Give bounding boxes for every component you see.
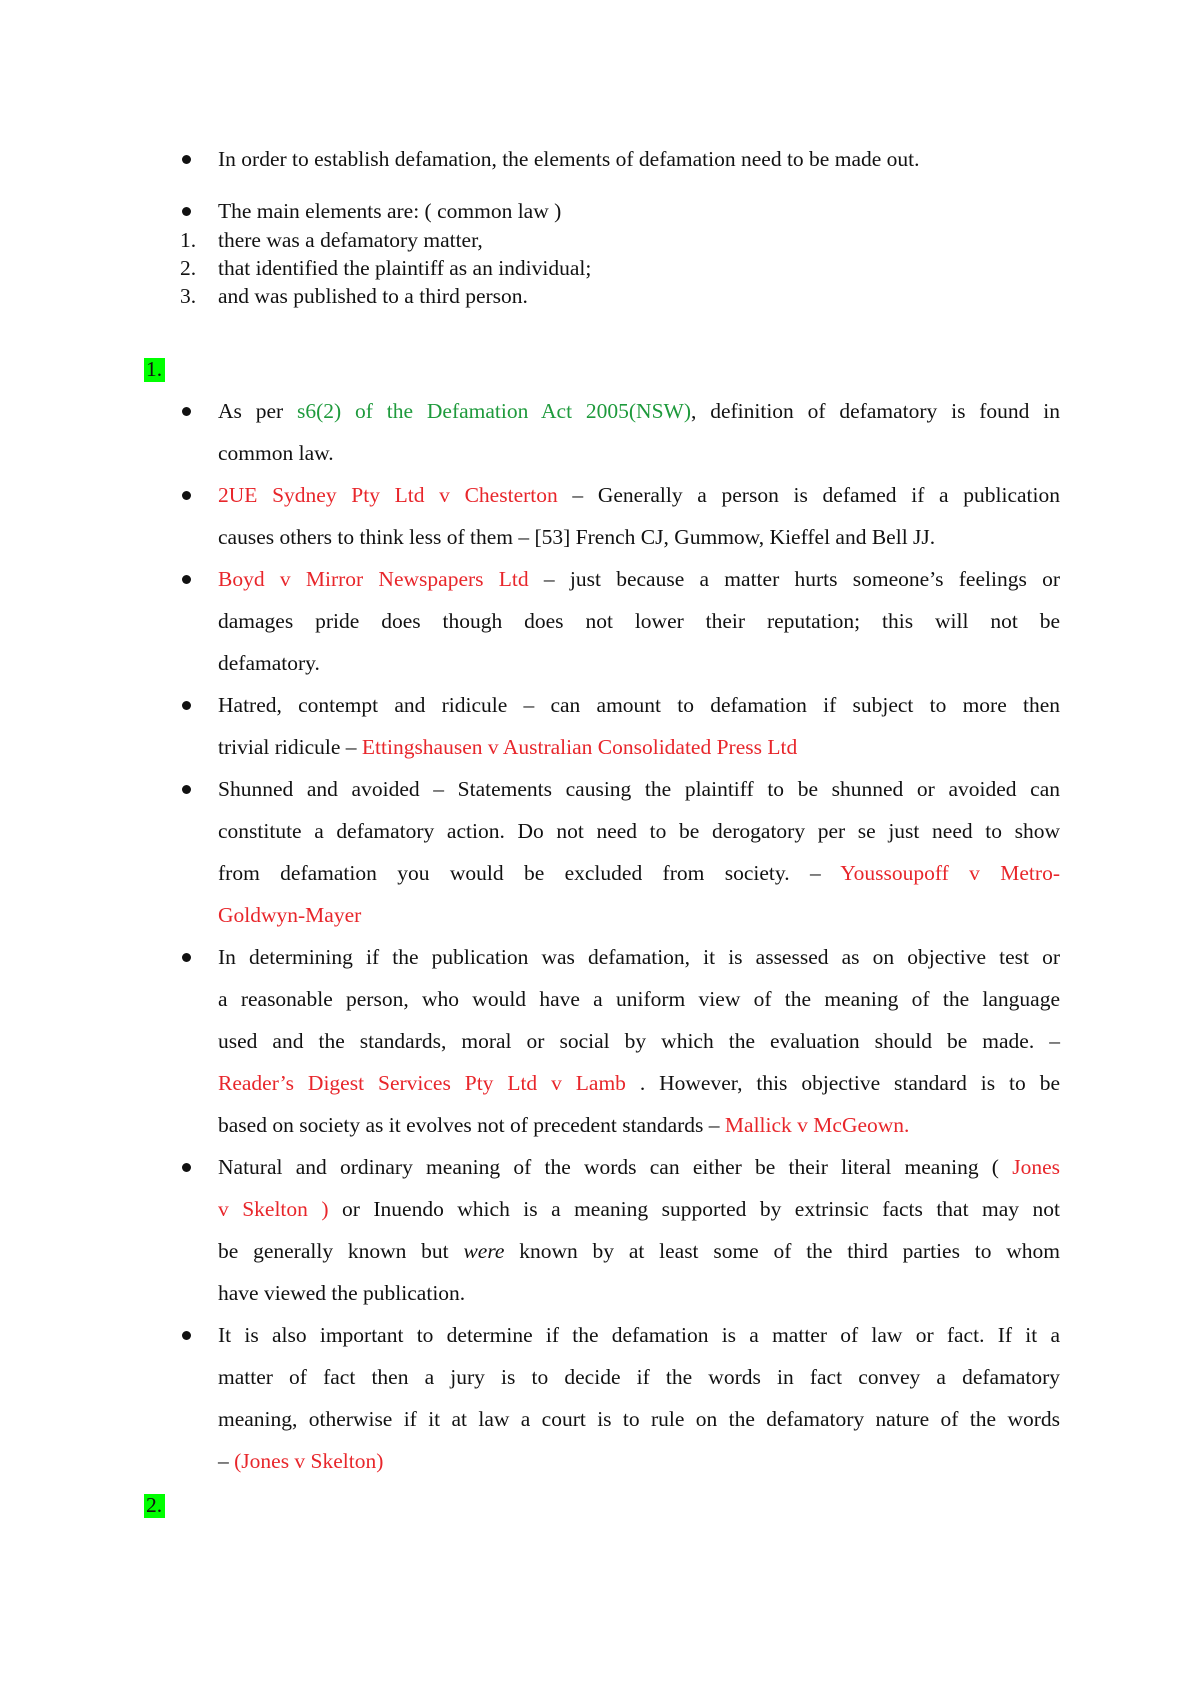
bullet-icon: [182, 207, 191, 216]
element-item: there was a defamatory matter,: [218, 228, 483, 252]
case-citation: Youssoupoff v Metro-: [840, 861, 1060, 885]
paragraph-line: common law.: [218, 441, 334, 465]
bullet-icon: [182, 155, 191, 164]
paragraph-line: [218, 1451, 383, 1473]
element-item: that identified the plaintiff as an individual;: [218, 256, 592, 280]
bullet-icon: [182, 1163, 191, 1172]
statute-citation: s6(2) of the Defamation Act 2005(NSW): [297, 399, 691, 423]
text-span: or Inuendo which is a meaning supported by extrinsic facts that may not: [328, 1197, 1060, 1221]
paragraph-line: damages pride does though does not lower their reputation; this will not be: [218, 609, 1060, 633]
text-span: trivial ridicule –: [218, 735, 362, 759]
text-span: be generally known but: [218, 1239, 464, 1263]
case-citation: Reader’s Digest Services Pty Ltd v Lamb: [218, 1071, 626, 1095]
text-span: , definition of defamatory is found in: [690, 399, 1060, 423]
case-citation: Goldwyn-Mayer: [218, 903, 362, 927]
case-citation: (Jones v Skelton): [234, 1449, 384, 1473]
paragraph-line: a reasonable person, who would have a uniform view of the meaning of the language: [218, 987, 1060, 1011]
text-span: Natural and ordinary meaning of the words can either be their literal meaning (: [218, 1155, 1013, 1179]
case-citation: v Skelton ): [218, 1197, 329, 1221]
case-citation: Ettingshausen v Australian Consolidated Press Ltd: [361, 735, 798, 759]
element-item: and was published to a third person.: [218, 284, 528, 308]
paragraph-line: matter of fact then a jury is to decide if the words in fact convey a defamatory: [218, 1365, 1060, 1389]
paragraph-line: constitute a defamatory action. Do not need to be derogatory per se just need to show: [218, 819, 1060, 843]
text-span: known by at least some of the third parties to whom: [504, 1239, 1061, 1263]
paragraph-line: It is also important to determine if the defamation is a matter of law or fact. If it a: [218, 1323, 1060, 1347]
emphasis-word: were: [463, 1239, 505, 1263]
paragraph-line: [218, 1115, 909, 1137]
paragraph-line: [218, 863, 1060, 885]
section-marker-2: 2.: [144, 1494, 165, 1518]
paragraph-line: [218, 1157, 1060, 1179]
element-number: 3.: [180, 284, 197, 308]
case-citation: Boyd v Mirror Newspapers Ltd: [218, 567, 529, 591]
intro-bullet-1: In order to establish defamation, the elements of defamation need to be made out.: [218, 147, 920, 171]
paragraph-line: [218, 1199, 1060, 1221]
text-span: – Generally a person is defamed if a publication: [557, 483, 1060, 507]
bullet-icon: [182, 407, 191, 416]
bullet-icon: [182, 701, 191, 710]
text-span: based on society as it evolves not of precedent standards –: [218, 1113, 725, 1137]
paragraph-line: [218, 401, 1060, 423]
case-citation: 2UE Sydney Pty Ltd v Chesterton: [218, 483, 558, 507]
bullet-icon: [182, 953, 191, 962]
paragraph-line: meaning, otherwise if it at law a court is to rule on the defamatory nature of the words: [218, 1407, 1060, 1431]
paragraph-line: Hatred, contempt and ridicule – can amount to defamation if subject to more then: [218, 693, 1060, 717]
case-citation: Mallick v McGeown.: [724, 1113, 910, 1137]
paragraph-line: [218, 1241, 1060, 1263]
bullet-icon: [182, 575, 191, 584]
section-marker-1: 1.: [144, 358, 165, 382]
bullet-icon: [182, 491, 191, 500]
paragraph-line: defamatory.: [218, 651, 320, 675]
intro-bullet-2: The main elements are: ( common law ): [218, 199, 562, 223]
text-span: –: [218, 1449, 235, 1473]
case-citation: Jones: [1012, 1155, 1060, 1179]
paragraph-line: causes others to think less of them – [53] French CJ, Gummow, Kieffel and Bell JJ.: [218, 525, 936, 549]
element-number: 1.: [180, 228, 197, 252]
paragraph-line: [218, 569, 1060, 591]
text-span: – just because a matter hurts someone’s feelings or: [528, 567, 1060, 591]
paragraph-line: [218, 485, 1060, 507]
paragraph-line: Shunned and avoided – Statements causing the plaintiff to be shunned or avoided can: [218, 777, 1060, 801]
text-span: . However, this objective standard is to be: [625, 1071, 1060, 1095]
paragraph-line: In determining if the publication was defamation, it is assessed as on objective test or: [218, 945, 1060, 969]
text-span: As per: [218, 399, 298, 423]
bullet-icon: [182, 785, 191, 794]
element-number: 2.: [180, 256, 197, 280]
paragraph-line: used and the standards, moral or social by which the evaluation should be made. –: [218, 1029, 1060, 1053]
paragraph-line: [218, 1073, 1060, 1095]
paragraph-line: [218, 737, 797, 759]
bullet-icon: [182, 1331, 191, 1340]
text-span: from defamation you would be excluded from society. –: [218, 861, 841, 885]
paragraph-line: have viewed the publication.: [218, 1281, 466, 1305]
